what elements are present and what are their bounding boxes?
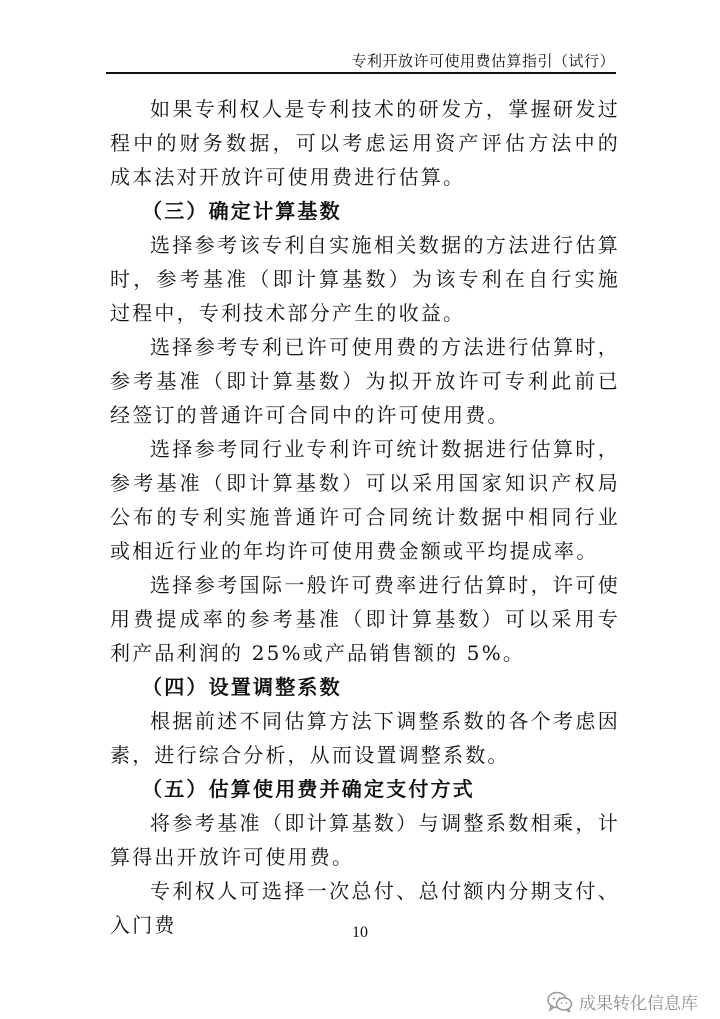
watermark-text: 成果转化信息库 bbox=[579, 994, 698, 1014]
paragraph: 选择参考同行业专利许可统计数据进行估算时，参考基准（即计算基数）可以采用国家知识产权局公布的专利实施普通许可合同统计数据中相同行业或相近行业的年均许可使用费金额或平均提成率。 bbox=[110, 437, 620, 563]
wechat-icon bbox=[547, 991, 573, 1013]
section-heading: （四）设置调整系数 bbox=[142, 675, 342, 699]
paragraph: 将参考基准（即计算基数）与调整系数相乘，计算得出开放许可使用费。 bbox=[110, 811, 620, 869]
section-heading: （三）确定计算基数 bbox=[142, 199, 342, 223]
watermark bbox=[547, 989, 698, 1014]
page-number: 10 bbox=[352, 924, 368, 941]
paragraph: 专利权人可选择一次总付、总付额内分期支付、入门费 bbox=[110, 879, 620, 937]
page-body bbox=[110, 92, 620, 942]
paragraph: 选择参考国际一般许可费率进行估算时，许可使用费提成率的参考基准（即计算基数）可以采用专利产品利润的 25%或产品销售额的 5%。 bbox=[110, 573, 620, 665]
section-heading: （五）估算使用费并确定支付方式 bbox=[142, 777, 475, 801]
running-header-title: 专利开放许可使用费估算指引（试行） bbox=[351, 52, 615, 70]
paragraph: 选择参考该专利自实施相关数据的方法进行估算时，参考基准（即计算基数）为该专利在自行实施过程中，专利技术部分产生的收益。 bbox=[110, 233, 620, 325]
paragraph: 根据前述不同估算方法下调整系数的各个考虑因素，进行综合分析，从而设置调整系数。 bbox=[110, 709, 620, 767]
paragraph: 选择参考专利已许可使用费的方法进行估算时，参考基准（即计算基数）为拟开放许可专利此前已经签订的普通许可合同中的许可使用费。 bbox=[110, 335, 620, 427]
paragraph: 如果专利权人是专利技术的研发方，掌握研发过程中的财务数据，可以考虑运用资产评估方法中的成本法对开放许可使用费进行估算。 bbox=[110, 97, 620, 189]
header-rule bbox=[106, 72, 616, 74]
